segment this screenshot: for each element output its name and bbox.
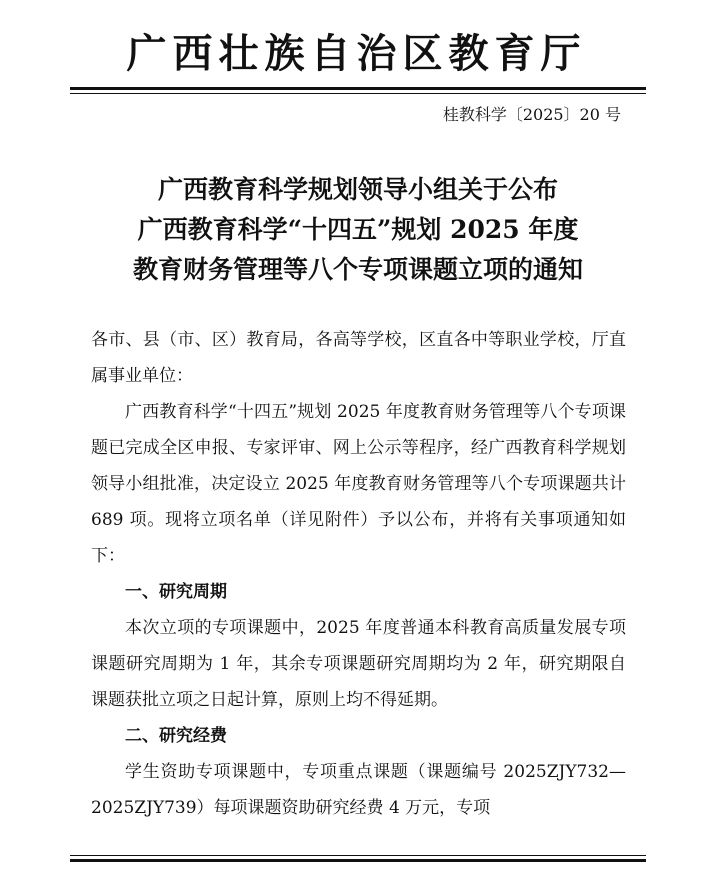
footer-line-thin xyxy=(70,855,646,856)
notice-body xyxy=(91,322,626,826)
addressee-paragraph: 各市、县（市、区）教育局，各高等学校，区直各中等职业学校，厅直属事业单位： xyxy=(91,330,626,386)
section-1-heading: 一、研究周期 xyxy=(125,582,227,602)
footer-line-thick xyxy=(70,859,646,862)
section-2-paragraph: 学生资助专项课题中，专项重点课题（课题编号 2025ZJY732—2025ZJY739）每项课题资助研究经费 4 万元，专项 xyxy=(91,762,626,818)
notice-title-line-1: 广西教育科学规划领导小组关于公布 xyxy=(157,175,558,204)
document-number: 桂教科学〔2025〕20 号 xyxy=(442,105,621,124)
section-1-paragraph: 本次立项的专项课题中，2025 年度普通本科教育高质量发展专项课题研究周期为 1 年，其余专项课题研究周期均为 2 年，研究期限自课题获批立项之日起计算，原则上均不得延期。 xyxy=(91,618,626,710)
notice-title xyxy=(70,170,646,290)
section-2-heading: 二、研究经费 xyxy=(125,726,227,746)
notice-title-line-2: 广西教育科学“十四五”规划 2025 年度 xyxy=(137,215,579,244)
header-red-line-thin xyxy=(70,93,646,94)
intro-paragraph: 广西教育科学“十四五”规划 2025 年度教育财务管理等八个专项课题已完成全区申报、专家评审、网上公示等程序，经广西教育科学规划领导小组批准，决定设立 2025 年度教育财务管理等八个专项课题共计 689 项。现将立项名单（详见附件）予以公布，并将有关事项通知如下： xyxy=(91,402,626,566)
issuing-organization-title: 广西壮族自治区教育厅 xyxy=(126,30,587,77)
notice-title-line-3: 教育财务管理等八个专项课题立项的通知 xyxy=(132,255,583,284)
header-red-line-thick xyxy=(70,87,646,90)
